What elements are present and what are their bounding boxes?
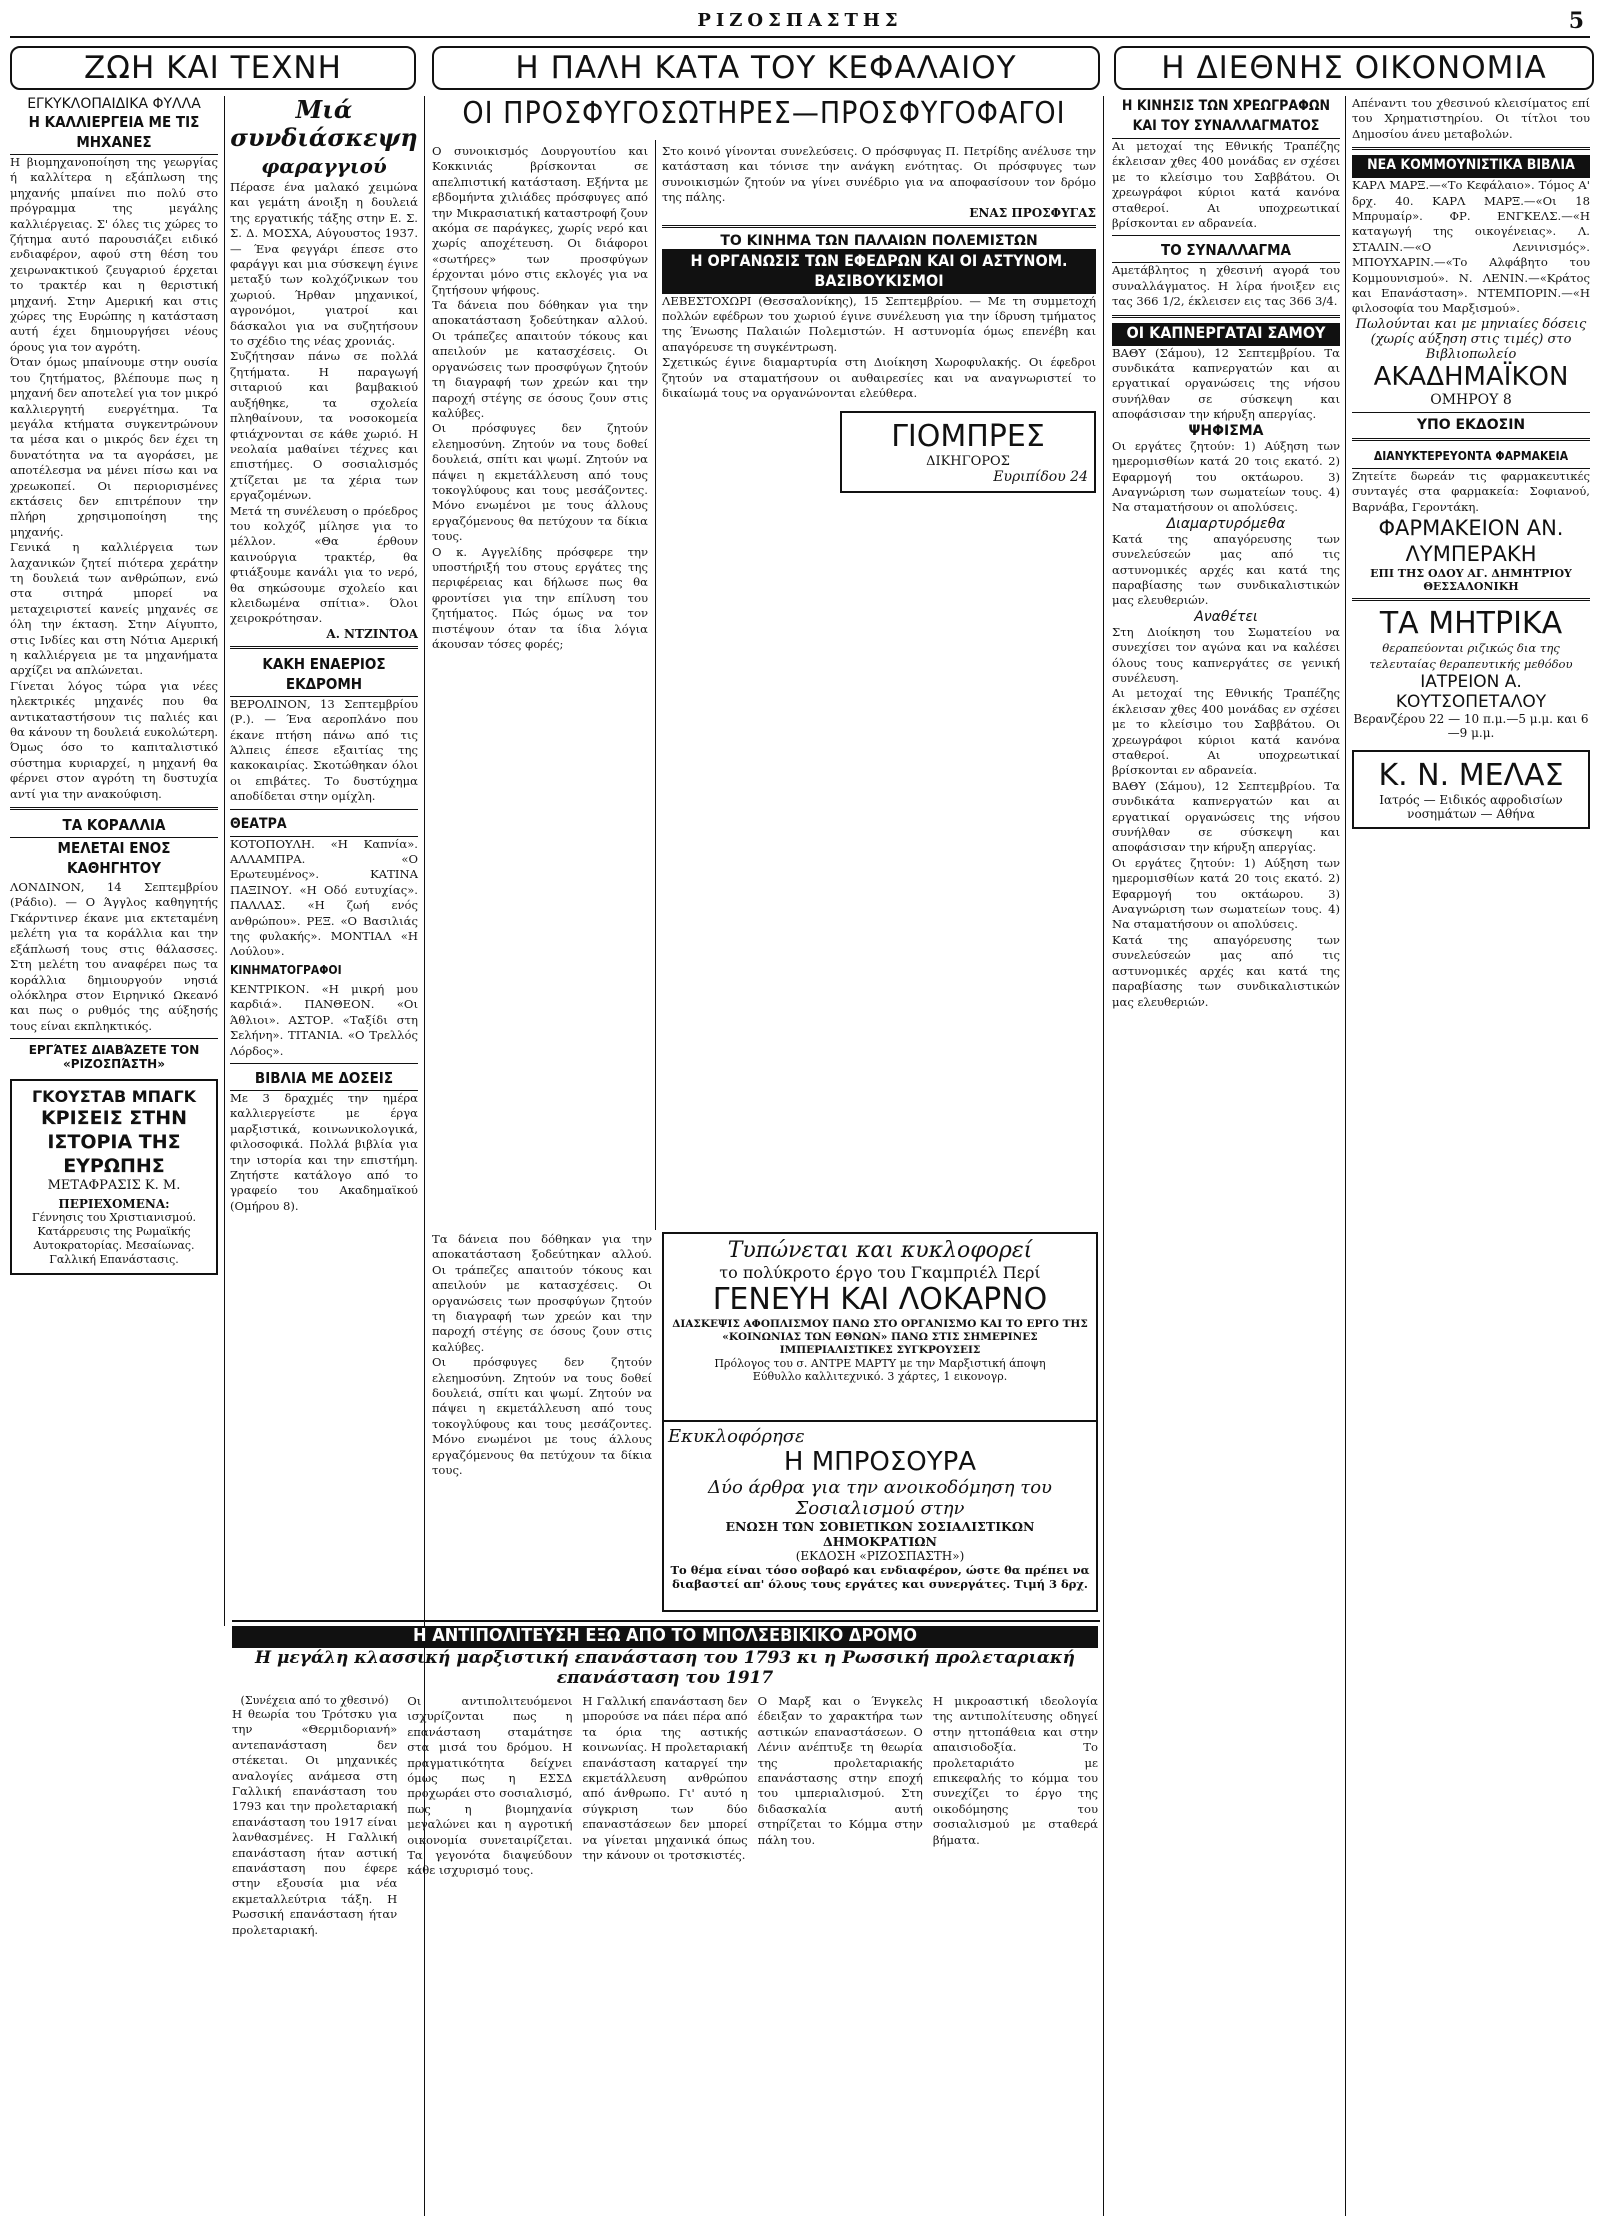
pharmacy-address: ΕΠΙ ΤΗΣ ΟΔΟΥ ΑΓ. ΔΗΜΗΤΡΙΟΥ ΘΕΣΣΑΛΟΝΙΚΗ [1370,567,1572,594]
article-text: Οι πρόσφυγες δεν ζητούν ελεημοσύνη. Ζητούν να τους δοθεί δουλειά, σπίτι και ψωμί. Ζητούν να πάψει η εκμετάλλευση από τους τοκογλύφους και τους μεσάζοντες. Μόνο ενωμένοι με τους άλλους εργαζόμενους θα πετύχουν τα δίκια τους. [432,421,648,544]
article-text: Η Γαλλική επανάσταση δεν μπορούσε να πάει πέρα από τα όρια της αστικής κοινωνίας. Η προλεταριακή επανάσταση καταργεί την εκμετάλλευση ανθρώπου από άνθρωπο. Γι' αυτό η σύγκριση των δύο επαναστάσεων δεν μπορεί να γίνεται μηχανικά όπως την κάνουν οι τροτσκιστές. [582,1694,748,1863]
ad-footer: Το θέμα είναι τόσο σοβαρό και ενδιαφέρον, ώστε θα πρέπει να διαβαστεί απ' όλους τους εργάτες και συνεργάτες. Τιμή 3 δρχ. [670,1563,1090,1591]
section-struggle: Η ΠΑΛΗ ΚΑΤΑ ΤΟΥ ΚΕΦΑΛΑΙΟΥ [432,46,1100,90]
column-encyclopedia [10,96,218,2216]
ad-geneva-locarno [662,1232,1098,1422]
column-poem [230,95,418,1213]
bottom-divider [232,1620,1100,1622]
kicker: ΤΟ ΚΙΝΗΜΑ ΤΩΝ ΠΑΛΑΙΩΝ ΠΟΛΕΜΙΣΤΩΝ [720,232,1038,249]
ad-line: το πολύκροτο έργο του Γκαμπριέλ Περί [719,1263,1041,1282]
reader-note: ΕΡΓΆΤΕΣ ΔΙΑΒΆΖΕΤΕ ΤΟΝ «ΡΙΖΟΣΠΆΣΤΗ» [28,1043,200,1072]
subhead-assigns: Αναθέτει [1194,608,1258,625]
article-opposition [232,1626,1098,2216]
subhead-professor: ΜΕΛΕΤΑΙ ΕΝΟΣ ΚΑΘΗΓΗΤΟΥ [57,839,171,878]
section-economy: Η ΔΙΕΘΝΗΣ ΟΙΚΟΝΟΜΙΑ [1114,46,1594,90]
ad-line: Εκυκλοφόρησε [668,1426,805,1447]
article-text: Στο κοινό γίνονται συνελεύσεις. Ο πρόσφυγας Π. Πετρίδης ανέλυσε την κατάσταση και τόνισε την ανάγκη ενότητας. Οι πρόσφυγες των συνοικισμών ζητούν να γίνει συνέδριο για να αποφασίσουν τον δρόμο της πάλης. [662,144,1096,205]
article-text: Ο Μαρξ και ο Ένγκελς έδειξαν το χαρακτήρα των αστικών επαναστάσεων. Ο Λένιν ανέπτυξε τη θεωρία της προλεταριακής επανάστασης στην εποχή του ιμπεριαλισμού. Στη διδασκαλία αυτή στηρίζεται το Κόμμα στην πάλη του. [757,1694,923,1847]
article-text: Ο κ. Αγγελίδης πρόσφερε την υποστήριξή του στους εργάτες της περιφέρειας και δήλωσε πως θα φροντίσει για την επίλυση του ζητήματος. Πώς όμως να τον πιστέψουν όταν τα ίδια λόγια άκουσαν τόσες φορές; [432,544,648,651]
column-rule [655,140,656,1230]
doctor-ad [1352,750,1590,829]
headline-tobacco-workers: ΟΙ ΚΑΠΝΕΡΓΑΤΑΙ ΣΑΜΟΥ [1112,323,1340,346]
article-text: Αι μετοχαί της Εθνικής Τραπέζης έκλεισαν χθες 400 μονάδας εν σχέσει με το κλείσιμο του Σαββάτου. Οι χρεωγράφοι κύριοι κατά κανόνα σταθεροί. Αι υποχρεωτικαί βρίσκονται εν αδρανεία. [1112,139,1340,231]
page-number: 5 [1568,8,1584,34]
article-text: Γίνεται λόγος τώρα για νέες ηλεκτρικές μηχανές που θα αντικαταστήσουν τις παλιές και θα κάνουν τη δουλειά ευκολώτερη. Όμως όσο το καπιταλιστικό σύστημα κυριαρχεί, η μηχανή θα φέρνει στον αγρότη τη δυστυχία αντί για την ανακούφιση. [10,678,218,801]
column-economy [1112,96,1340,2216]
divider [1352,598,1590,601]
doctor-name: Κ. Ν. ΜΕΛΑΣ [1378,757,1564,793]
article-text: Τα δάνεια που δόθηκαν για την αποκατάσταση ξοδεύτηκαν αλλού. Οι τράπεζες απαιτούν τόκους και απειλούν με κατασχέσεις. Οι οργανώσεις των προσφύγων ζητούν τη διαγραφή των χρεών και την παροχή στέγης σε όσους ζουν στις καλύβες. [432,1232,652,1354]
article-text: Στη Διοίκηση του Σωματείου να συνεχίσει τον αγώνα και να καλέσει όλους τους καπνεργάτες σε γενική συνέλευση. [1112,624,1340,685]
headline-air-trip: ΚΑΚΗ ΕΝΑΕΡΙΟΣ ΕΚΔΡΟΜΗ [230,654,418,697]
article-text: ΒΑΘΥ (Σάμου), 12 Σεπτεμβρίου. Τα συνδικάτα καπνεργατών και αι εργατικαί οργανώσεις της νήσου συνήλθαν σε σύσκεψη και αποφάσισαν την κήρυξη απεργίας. [1112,778,1340,855]
paper-name: ΡΙΖΟΣΠΑΣΤΗΣ [697,10,903,31]
ad-subtitle: Δύο άρθρα για την ανοικοδόμηση του Σοσιαλισμού στην [708,1477,1052,1519]
article-text: Τα δάνεια που δόθηκαν για την αποκατάσταση ξοδεύτηκαν αλλού. Οι τράπεζες απαιτούν τόκους και απειλούν με κατασχέσεις. Οι οργανώσεις των προσφύγων ζητούν τη διαγραφή των χρεών και την παροχή στέγης σε όσους ζουν στις καλύβες. [432,298,648,420]
article-text: Με 3 δραχμές την ημέρα καλλιεργείστε με έργα μαρξιστικά, κοινωνικολογικά, φιλοσοφικά. Πολλά βιβλία για την ιστορία και την επιστήμη. Ζητήστε κατάλογο από το γραφείο του Ακαδημαϊκού (Ομήρου 8). [230,1090,418,1213]
article-text: Αμετάβλητος η χθεσινή αγορά του συναλλάγματος. Η λίρα ήνοιξεν εις τας 366 1/2, έκλεισεν εις τας 366 3/4. [1112,263,1340,309]
article-text: Οι πρόσφυγες δεν ζητούν ελεημοσύνη. Ζητούν να τους δοθεί δουλειά, σπίτι και ψωμί. Ζητούν να πάψει η εκμετάλλευση από τους τοκογλύφους και τους μεσάζοντες. Μόνο ενωμένοι με τους άλλους εργαζόμενους θα πετύχουν τα δίκια τους. [432,1355,652,1478]
column-ads [1352,96,1590,2216]
headline-refugees-wrap [432,96,1096,140]
headline-opposition: Η ΑΝΤΙΠΟΛΙΤΕΥΣΗ ΕΞΩ ΑΠΟ ΤΟ ΜΠΟΛΣΕΒΙΚΙΚΟ ΔΡΟΜΟ [232,1626,1098,1648]
continuation-note: (Συνέχεια από το χθεσινό) [240,1694,389,1707]
divider [1352,438,1590,441]
column-rule [224,96,225,1626]
byline: ΕΝΑΣ ΠΡΟΣΦΥΓΑΣ [969,205,1096,220]
ad-title: ΓΕΝΕΥΗ ΚΑΙ ΛΟΚΑΡΝΟ [712,1282,1048,1317]
byline: Α. ΝΤΖΙΝΤΟΑ [326,626,418,641]
contents-label: ΠΕΡΙΕΧΟΜΕΝΑ: [58,1197,170,1212]
divider [230,1063,418,1064]
column-refugees [432,144,648,1224]
headline-reservists: Η ΟΡΓΑΝΩΣΙΣ ΤΩΝ ΕΦΕΔΡΩΝ ΚΑΙ ΟΙ ΑΣΤΥΝΟΜ. ΒΑΣΙΒΟΥΚΙΣΜΟΙ [662,249,1096,294]
ad-price: Εύθυλλο καλλιτεχνικό. 3 χάρτες, 1 εικονογρ. [752,1370,1008,1383]
column-rule [1103,96,1104,2216]
article-text: Αι μετοχαί της Εθνικής Τραπέζης έκλεισαν χθες 400 μονάδας εν σχέσει με το κλείσιμο του Σαββάτου. Οι χρεωγράφοι κύριοι κατά κανόνα σταθεροί. Αι υποχρεωτικαί βρίσκονται εν αδρανεία. [1112,686,1340,778]
column-rule [1345,96,1346,2216]
subhead-opposition: Η μεγάλη κλασσική μαρξιστική επανάσταση του 1793 κι η Ρωσσική προλεταριακή επανάσταση του 1917 [254,1648,1076,1688]
installment-note: Πωλούνται και με μηνιαίες δόσεις (χωρίς αύξηση στις τιμές) στο Βιβλιοπωλείο [1355,316,1587,362]
article-text: Η θεωρία του Τρότσκυ για την «Θερμιδοριανή» αντεπανάσταση δεν στέκεται. Οι μηχανικές αναλογίες ανάμεσα στη Γαλλική επανάσταση του 1793 και την προλεταριακή επανάσταση του 1917 είναι λανθασμένες. Η Γαλλική επανάσταση ήταν αστική επανάσταση που έφερε στην εξουσία μια νέα εκμεταλλεύτρια τάξη. Η Ρωσσική επανάσταση ήταν προλεταριακή. [232,1707,398,1937]
book-title: ΚΡΙΣΕΙΣ ΣΤΗΝ ΙΣΤΟΡΙΑ ΤΗΣ ΕΥΡΩΠΗΣ [40,1107,188,1178]
headline-corals: ΤΑ ΚΟΡΑΛΛΙΑ [10,815,218,838]
article-text: Οι εργάτες ζητούν: 1) Αύξηση των ημερομισθίων κατά 20 τοις εκατό. 2) Εφαρμογή του οκτάωρου. 3) Αναγνώριση των σωματείων τους. 4) Να σταματήσουν οι απολύσεις. [1112,855,1340,932]
book-translator: ΜΕΤΑΦΡΑΣΙΣ Κ. Μ. [47,1178,181,1194]
article-text: Ο συνοικισμός Δουργουτίου και Κοκκινιάς βρίσκονται σε απελπιστική κατάσταση. Εξήντα με εβδομήντα χιλιάδες πρόσφυγες από την Μικρασιατική καταστροφή ζουν ακόμα σε παράγκες, χωρίς νερό και χωρίς αποχέτευση. Οι διάφοροι «σωτήρες» των προσφύγων έρχονται μόνο στις εκλογές για να ζητήσουν ψήφους. [432,144,648,297]
theatre-listings: ΚΟΤΟΠΟΥΛΗ. «Η Καπνία». ΑΛΛΑΜΠΡΑ. «Ο Ερωτευμένος». ΚΑΤΙΝΑ ΠΑΞΙΝΟΥ. «Η Οδό ευτυχίας». ΠΑΛΛΑΣ. «Η ζωή ενός ανθρώπου». ΡΕΞ. «Ο Βασιλιάς της φυλακής». ΜΟΝΤΙΑΛ «Η Λούλου». [230,836,418,959]
poem-title: Μιά συνδιάσκεψη [230,95,418,152]
divider [10,1038,218,1039]
metrika-text: θεραπεύονται ριζικώς δια της τελευταίας θεραπευτικής μεθόδου [1369,641,1573,671]
article-text: Γενικά η καλλιέργεια των λαχανικών ζητεί πιότερα χεράτην τη δουλειά των ανθρώπων, ενώ στα σιτηρά μπορεί να μεταχειριστεί κανείς μηχανές σε όλη την έκταση. Στην Αίγυπτο, στις Ινδίες και στη Νότια Αμερική η καλλιέργεια με τα μηχανήματα αρχίζει να απλώνεται. [10,540,218,678]
column-refugees-cont [432,1232,652,1612]
headline-books-installments: ΒΙΒΛΙΑ ΜΕ ΔΟΣΕΙΣ [230,1068,418,1091]
clinic-hours: Βερανζέρου 22 — 10 π.μ.—5 μ.μ. και 6—9 μ.μ. [1353,711,1589,740]
section-life-art: ΖΩΗ ΚΑΙ ΤΕΧΝΗ [10,46,416,90]
article-text: ΛΕΒΕΣΤΟΧΩΡΙ (Θεσσαλονίκης), 15 Σεπτεμβρίου. — Με τη συμμετοχή πολλών εφέδρων του χωριού έγινε συνέλευση για την ίδρυση τμήματος της Ένωσης Παλαιών Πολεμιστών. Η αστυνομία όμως επενέβη και απαγόρευσε τη συγκέντρωση. [662,293,1096,354]
headline-communist-books: ΝΕΑ ΚΟΜΜΟΥΝΙΣΤΙΚΑ ΒΙΒΛΙΑ [1352,155,1590,178]
article-text: Απέναντι του χθεσινού κλεισίματος επί του Χρηματιστηρίου. Οι τίτλοι του Δημοσίου άνευ μεταβολών. [1352,96,1590,141]
lawyer-title: ΔΙΚΗΓΟΡΟΣ [926,454,1010,470]
article-text: ΛΟΝΔΙΝΟΝ, 14 Σεπτεμβρίου (Ράδιο). — Ο Άγγλος καθηγητής Γκάρντινερ έκανε μια εκτεταμένη μελέτη για τα κοράλλια και την εξάπλωσή τους στις θάλασσες. Στη μελέτη του αναφέρει πως τα κοράλλια δημιουργούν νησιά ολόκληρα στον Ειρηνικό Ωκεανό και πως ο ρυθμός της αύξησής τους είναι εκπληκτικός. [10,880,218,1033]
divider [1112,235,1340,236]
article-text: ΒΕΡΟΛΙΝΟΝ, 13 Σεπτεμβρίου (Ρ.). — Ένα αεροπλάνο που έκανε πτήση πάνω από τις Άλπεις έπεσε εξαιτίας της κακοκαιρίας. Σκοτώθηκαν όλοι οι επιβάτες. Το δυστύχημα αποδίδεται στην ομίχλη. [230,696,418,804]
ad-preface: Πρόλογος του σ. ΑΝΤΡΕ ΜΑΡΤΥ με την Μαρξιστική άποψη [714,1357,1046,1370]
forthcoming-label: ΥΠΟ ΕΚΔΟΣΙΝ [1416,416,1526,433]
divider [10,807,218,810]
column-veterans [662,144,1096,1229]
lawyer-address: Ευριπίδου 24 [993,469,1088,486]
headline-securities: Η ΚΙΝΗΣΙΣ ΤΩΝ ΧΡΕΩΓΡΑΦΩΝ ΚΑΙ ΤΟΥ ΣΥΝΑΛΛΑΓΜΑΤΟΣ [1112,96,1340,139]
ad-union: ΕΝΩΣΗ ΤΩΝ ΣΟΒΙΕΤΙΚΩΝ ΣΟΣΙΑΛΙΣΤΙΚΩΝ ΔΗΜΟΚΡΑΤΙΩΝ [725,1519,1035,1549]
article-col [582,1694,747,1938]
masthead [10,8,1590,38]
article-text: Η βιομηχανοποίηση της γεωργίας ή καλλίτερα η εξάπλωση της μηχανής μπαίνει πιο πολύ στο πρόγραμμα της μεγάλης καλλιέργειας. Σ' όλες τις χώρες το ζήτημα αυτό παρουσιάζει ειδικό ενδιαφέρον, αφού στη θέση του χειρωνακτικού ζευγαριού έρχεται το τρακτέρ και η θεριστική μηχανή. Στην Αμερική και στις χώρες της Ευρώπης η κατάσταση αυτή έχει δημιουργήσει νέους όρους για τον αγρότη. [10,155,218,354]
article-text: Οι αντιπολιτευόμενοι ισχυρίζονται πως η επανάσταση σταμάτησε στα μισά του δρόμου. Η πραγματικότητα δείχνει όμως πως η ΕΣΣΔ προχωράει στο σοσιαλισμό, πως η βιομηχανία μεγαλώνει και η αγροτική οικονομία συνεταιρίζεται. Τα γεγονότα διαψεύδουν κάθε ισχυρισμό τους. [407,1694,573,1878]
ad-title: Η ΜΠΡΟΣΟΥΡΑ [783,1447,977,1477]
headline-theatres: ΘΕΑΤΡΑ [230,814,418,837]
article-text: Σχετικώς έγινε διαμαρτυρία στη Διοίκηση Χωροφυλακής. Οι έφεδροι ζητούν να σταματήσουν οι αυθαιρεσίες και να αναγνωριστεί το δικαίωμά τους να οργανώνονται ελεύθερα. [662,355,1096,401]
divider [230,809,418,810]
article-text: Κατά της απαγόρευσης των συνελεύσεών μας από τις αστυνομικές αρχές και κατά της παραβίασης των συνδικαλιστικών μας ελευθεριών. [1112,531,1340,608]
book-ad [10,1079,218,1275]
divider [662,225,1096,228]
ad-line: Τυπώνεται και κυκλοφορεί [727,1238,1033,1263]
contents-list: Γέννησις του Χριστιανισμού. Κατάρρευσις της Ρωμαϊκής Αυτοκρατορίας. Μεσαίωνας. Γαλλική Επανάστασις. [31,1211,197,1267]
lawyer-ad [840,411,1096,493]
divider [230,646,418,649]
article-col [407,1694,572,1938]
article-text: ΒΑΘΥ (Σάμου), 12 Σεπτεμβρίου. Τα συνδικάτα καπνεργατών και αι εργατικαί οργανώσεις της νήσου συνήλθαν σε σύσκεψη και αποφάσισαν την κήρυξη απεργίας. [1112,345,1340,422]
article-text: Συζήτησαν πάνω σε πολλά ζητήματα. Η παραγωγή σιταριού και βαμβακιού αυξήθηκε, τα σχολεία πληθαίνουν, τα νοσοκομεία φτιάχνονται σε κάθε χωριό. Η νεολαία μαθαίνει τέχνες και επιστήμες. Ο σοσιαλισμός χτίζεται με τα χέρια των εργαζομένων. [230,349,418,503]
article-text: Η μικροαστική ιδεολογία της αντιπολίτευσης οδηγεί στην ηττοπάθεια και στην απαισιοδοξία. Το προλεταριάτο με επικεφαλής το κόμμα του συνεχίζει το έργο της οικοδόμησης του σοσιαλισμού με σταθερά βήματα. [932,1694,1099,1847]
bookstore-address: ΟΜΗΡΟΥ 8 [1430,391,1512,408]
article-col [933,1694,1098,1938]
ad-description: ΔΙΑΣΚΕΨΙΣ ΑΦΟΠΛΙΣΜΟΥ ΠΑΝΩ ΣΤΟ ΟΡΓΑΝΙΣΜΟ ΚΑΙ ΤΟ ΕΡΓΟ ΤΗΣ «ΚΟΙΝΩΝΙΑΣ ΤΩΝ ΕΘΝΩΝ» ΠΑΝΩ ΣΤΙΣ ΣΗΜΕΡΙΝΕΣ ΙΜΠΕΡΙΑΛΙΣΤΙΚΕΣ ΣΥΓΚΡΟΥΣΕΙΣ [672,1318,1088,1356]
subhead-resolution: ΨΗΦΙΣΜΑ [1188,422,1264,439]
metrika-title: ΤΑ ΜΗΤΡΙΚΑ [1379,606,1563,642]
article-columns [232,1694,1098,1938]
ad-brochure [662,1420,1098,1612]
article-col [758,1694,923,1938]
article-text: Ζητείτε δωρεάν τις φαρμακευτικές συνταγές στα φαρμακεία: Σοφιανού, Βαρνάβα, Γεροντάκη. [1352,468,1590,514]
headline-refugees: ΟΙ ΠΡΟΣΦΥΓΟΣΩΤΗΡΕΣ—ΠΡΟΣΦΥΓΟΦΑΓΟΙ [462,96,1066,131]
poem-subtitle: φαραγγιού [261,154,387,178]
article-col [232,1694,397,1938]
headline-cultivation: Η ΚΑΛΛΙΕΡΓΕΙΑ ΜΕ ΤΙΣ ΜΗΧΑΝΕΣ [10,112,218,155]
cinema-listings: ΚΕΝΤΡΙΚΟΝ. «Η μικρή μου καρδιά». ΠΑΝΘΕΟΝ. «Οι Άθλιοι». ΑΣΤΟΡ. «Ταξίδι στη Σελήνη». ΤΙΤΑΝΙΑ. «Ο Τρελλός Λόρδος». [230,981,418,1058]
divider [1352,147,1590,150]
article-text: Οι εργάτες ζητούν: 1) Αύξηση των ημερομισθίων κατά 20 τοις εκατό. 2) Εφαρμογή του οκτάωρου. 3) Αναγνώριση των σωματείων τους. 4) Να σταματήσουν οι απολύσεις. [1112,438,1340,515]
divider [1352,412,1590,413]
ad-edition: (ΕΚΔΟΣΗ «ΡΙΖΟΣΠΑΣΤΗ») [795,1549,965,1563]
kicker: ΕΓΚΥΚΛΟΠΑΙΔΙΚΑ ΦΥΛΛΑ [27,96,201,112]
doctor-specialty: Ιατρός — Ειδικός αφροδισίων νοσημάτων — Αθήνα [1379,792,1563,821]
lawyer-name: ΓΙΟΜΠΡΕΣ [891,419,1045,455]
clinic-name: ΙΑΤΡΕΙΟΝ Α. ΚΟΥΤΣΟΠΕΤΑΛΟΥ [1395,671,1547,712]
article-text: Όταν όμως μπαίνουμε στην ουσία του ζητήματος, βλέπουμε πως η μηχανή δεν αποτελεί για τον μικρό καλλιεργητή ευεργέτημα. Τα μεγάλα κτήματα συγκεντρώνουν τα μέσα και ο μικρός δεν έχει τη δυνατότητα να τα αγοράσει, με αποτέλεσμα να μένει πίσω και να χρεωκοπεί. Οι περιορισμένες εκτάσεις δεν επιτρέπουν την πλήρη χρησιμοποίηση της μηχανής. [10,355,218,539]
article-text: Μετά τη συνέλευση ο πρόεδρος του κολχόζ μίλησε για το μέλλον. «Θα έρθουν καινούργια τρακτέρ, θα φτιάξουμε κανάλι για το νερό, θα σηκώσουμε σχολείο και κλειδωμένα σπίτια». Όλοι χειροκρότησαν. [230,503,418,626]
divider [1112,315,1340,318]
pharmacy-name: ΦΑΡΜΑΚΕΙΟΝ ΑΝ. ΛΥΜΠΕΡΑΚΗ [1378,516,1564,567]
book-author: ΓΚΟΥΣΤΑΒ ΜΠΑΓΚ [31,1087,197,1107]
headline-pharmacies: ΔΙΑΝΥΚΤΕΡΕΥΟΝΤΑ ΦΑΡΜΑΚΕΙΑ [1352,446,1590,469]
article-text: Πέρασε ένα μαλακό χειμώνα και γεμάτη άνοιξη η δουλειά της εργατικής τάξης στην Ε. Σ. Σ. Δ. ΜΟΣΧΑ, Αύγουστος 1937. — Ένα φεγγάρι έπεσε στο φαράγγι και μια σύσκεψη έγινε μεταξύ των κολχόζνικων του χωριού. Ήρθαν μηχανικοί, αγρονόμοι, γιατροί και δάσκαλοι για να συζητήσουν το σχέδιο της νέας χρονιάς. [230,180,418,349]
subhead-protest: Διαμαρτυρόμεθα [1166,515,1286,532]
headline-exchange: ΤΟ ΣΥΝΑΛΛΑΓΜΑ [1112,240,1340,263]
article-text: Κατά της απαγόρευσης των συνελεύσεών μας από τις αστυνομικές αρχές και κατά της παραβίασης των συνδικαλιστικών μας ελευθεριών. [1112,932,1340,1009]
bookstore-name: ΑΚΑΔΗΜΑΪΚΟΝ [1373,361,1569,392]
book-list: ΚΑΡΛ ΜΑΡΞ.—«Το Κεφάλαιο». Τόμος Α' δρχ. 40. ΚΑΡΛ ΜΑΡΞ.—«Οι 18 Μπρυμαίρ». ΦΡ. ΕΝΓΚΕΛΣ.—«Η καταγωγή της οικογένειας». Λ. ΣΤΑΛΙΝ.—«Ο Λενινισμός». ΜΠΟΥΧΑΡΙΝ.—«Το Αλφάβητο του Κομμουνισμού». Ν. ΛΕΝΙΝ.—«Κράτος και Επανάσταση». ΝΤΕΜΠΟΡΙΝ.—«Η φιλοσοφία του Μαρξισμού». [1352,178,1590,316]
headline-cinemas: ΚΙΝΗΜΑΤΟΓΡΑΦΟΙ [230,962,342,977]
